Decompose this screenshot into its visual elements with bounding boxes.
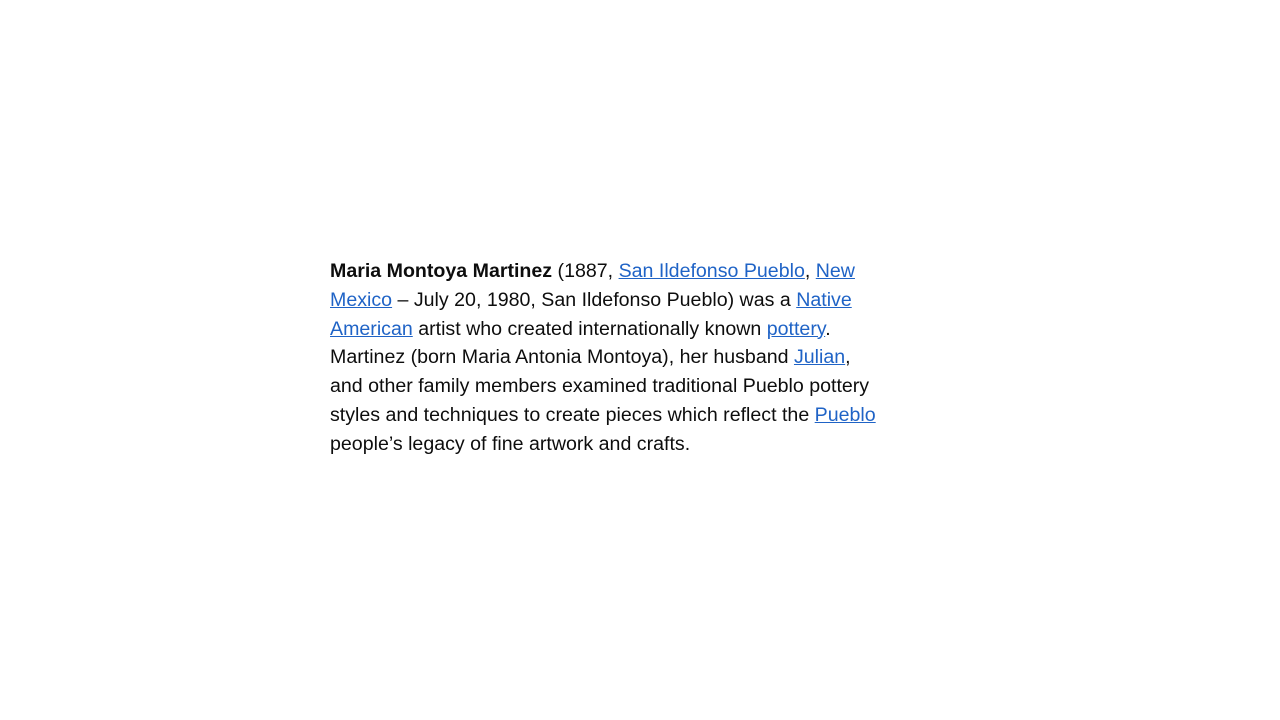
text-segment: (1887,: [552, 260, 619, 282]
paragraph-line-5: [330, 372, 960, 401]
link-native-american-part2[interactable]: American: [330, 317, 413, 340]
bold-name: Maria Montoya Martinez: [330, 260, 553, 282]
text-segment: ,: [845, 346, 851, 369]
paragraph-line-3: [330, 315, 960, 344]
text-segment: .: [825, 317, 831, 340]
text-segment: Martinez (born Maria Antonia Montoya), her husband: [330, 346, 794, 369]
link-julian[interactable]: Julian: [793, 346, 846, 369]
text-segment: people’s legacy of fine artwork and crafts.: [330, 432, 691, 455]
link-new-mexico-part1[interactable]: New: [815, 260, 855, 282]
link-new-mexico-part2[interactable]: Mexico: [330, 288, 393, 311]
text-segment: and other family members examined traditional Pueblo pottery: [330, 375, 870, 398]
link-native-american-part1[interactable]: Native: [796, 288, 852, 311]
text-segment: ,: [804, 260, 816, 282]
paragraph-line-4: [330, 343, 960, 372]
paragraph-line-7: [330, 430, 960, 459]
biography-paragraph: [330, 257, 960, 459]
paragraph-line-6: [330, 401, 960, 430]
link-san-ildefonso-pueblo[interactable]: San Ildefonso Pueblo: [618, 260, 805, 282]
text-segment: – July 20, 1980, San Ildefonso Pueblo) was a: [392, 288, 797, 311]
text-segment: artist who created internationally known: [412, 317, 767, 340]
paragraph-line-2: [330, 286, 960, 315]
link-pueblo[interactable]: Pueblo: [814, 403, 876, 426]
paragraph-line-1: [330, 257, 960, 286]
link-pottery[interactable]: pottery: [766, 317, 826, 340]
text-segment: styles and techniques to create pieces which reflect the: [330, 403, 815, 426]
